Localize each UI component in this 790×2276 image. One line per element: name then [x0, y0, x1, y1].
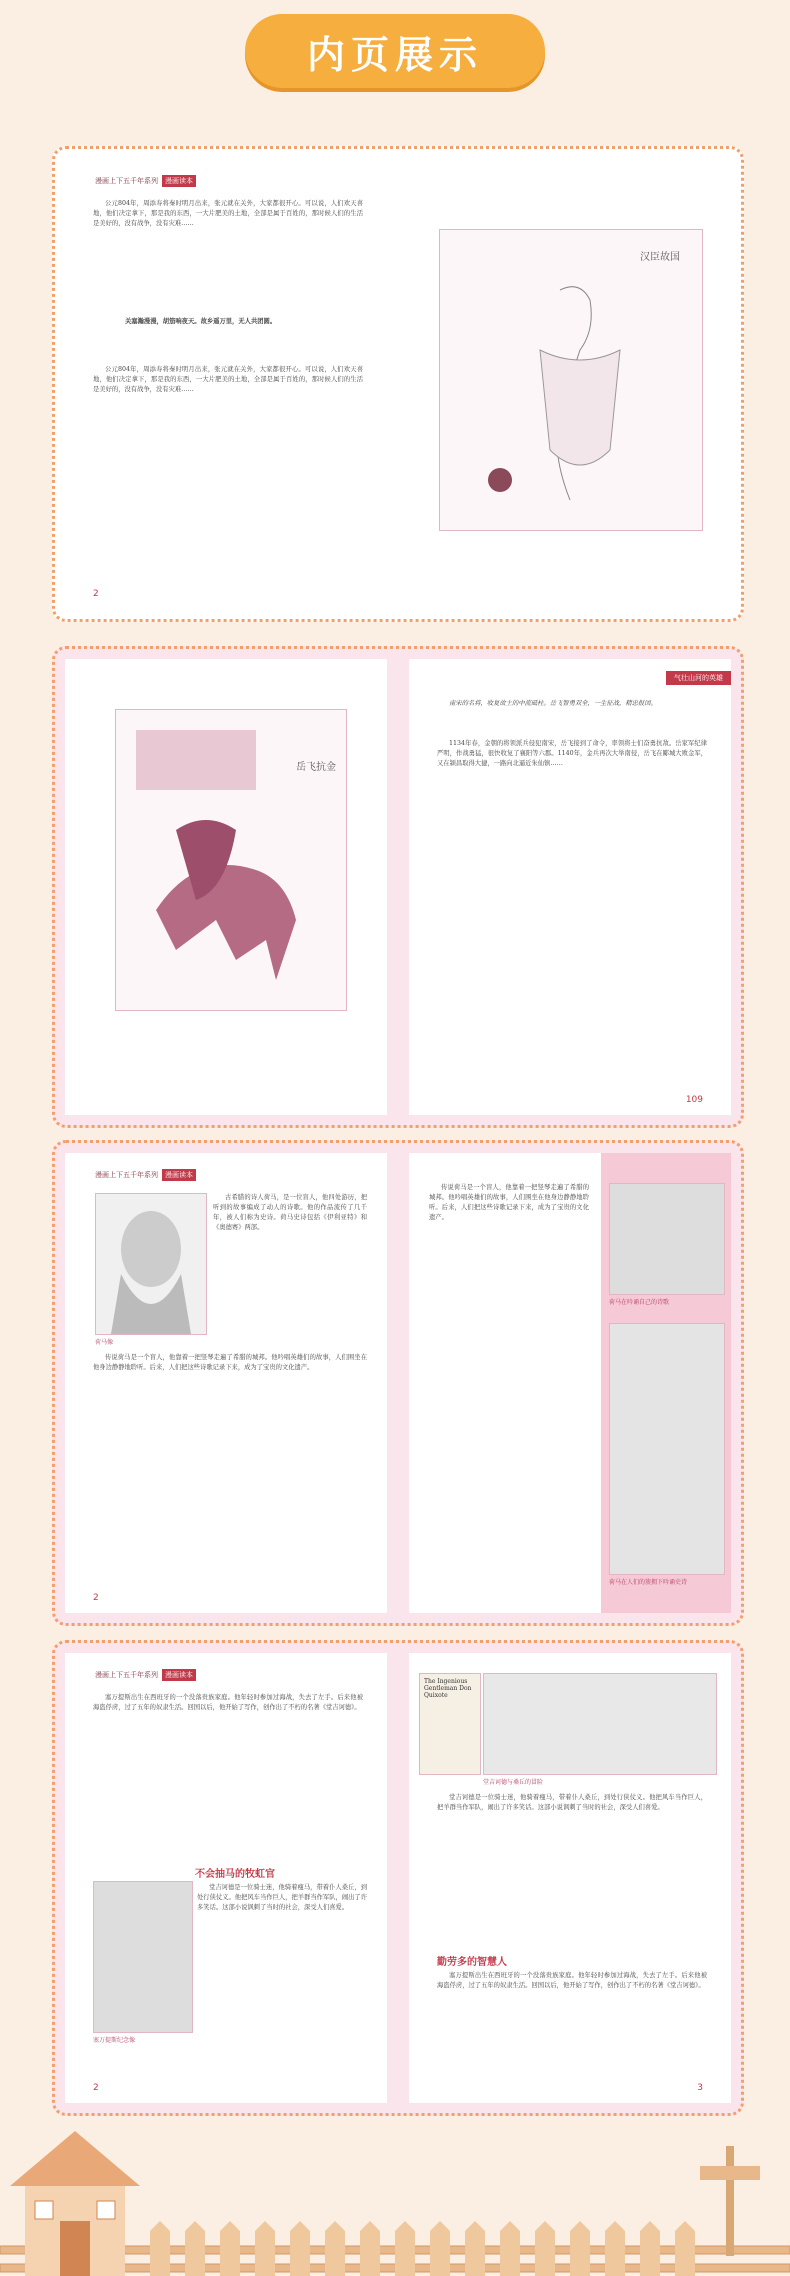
- spread-4: [52, 1640, 744, 2116]
- spread2-left-page: [65, 659, 387, 1115]
- spread4-left-page: [65, 1653, 387, 2103]
- spread3-header: 漫画上下五千年系列 漫画读本: [95, 1169, 196, 1181]
- spread4-right-text: 堂吉诃德是一位骑士迷，他骑着瘦马，带着仆人桑丘，到处行侠仗义。他把风车当作巨人，把羊群当作军队，闹出了许多笑话。这部小说讽刺了当时的社会，深受人们喜爱。: [437, 1794, 707, 1811]
- spread3-side-panel: [601, 1153, 731, 1613]
- spread4-right-page: [409, 1653, 731, 2103]
- scholar-illustration-icon: [440, 230, 702, 530]
- spread4-title-right: 勤劳多的智慧人: [437, 1957, 507, 1968]
- book-title: The Ingenious Gentleman Don Quixote: [424, 1678, 472, 1699]
- spread4-page-num-left: 2: [93, 2083, 99, 2093]
- spread1-verse: 关塞瀚漫漫，胡笳响夜天。故乡遥万里，无人共团圆。: [125, 318, 277, 325]
- spread3-right-page: [409, 1153, 731, 1613]
- spread-2: [52, 646, 744, 1128]
- spread2-section-tag: 气壮山河的英雄: [666, 671, 731, 685]
- spread1-header: 漫画上下五千年系列 漫画读本: [95, 175, 196, 187]
- spread2-illustration: [115, 709, 347, 1011]
- warrior-horse-illustration-icon: [116, 710, 346, 1010]
- spread3-photo-top: [609, 1183, 725, 1295]
- signpost-decoration-icon: [700, 2146, 760, 2256]
- spread3-caption-bottom: 荷马在人们的簇拥下吟诵史诗: [609, 1579, 688, 1586]
- spread4-page-num-right: 3: [697, 2083, 703, 2093]
- spread1-page-num: 2: [93, 589, 99, 599]
- homer-bust-image: [95, 1193, 207, 1335]
- spread3-left-page: [65, 1153, 387, 1613]
- spread4-right-text-2: 塞万提斯出生在西班牙的一个没落贵族家庭。他年轻时参加过海战，失去了左手。后来他被海盗俘虏，过了五年的奴隶生活。回国以后，他开始了写作，创作出了不朽的名著《堂吉诃德》。: [437, 1972, 707, 1989]
- spread3-text-a: 古希腊的诗人荷马，是一位盲人，他四处游历，把听到的故事编成了动人的诗歌。他的作品流传了几千年，被人们称为史诗。荷马史诗包括《伊利亚特》和《奥德赛》两部。: [213, 1194, 367, 1231]
- spread3-caption-top: 荷马在吟诵自己的诗歌: [609, 1299, 670, 1306]
- spread3-page-num: 2: [93, 1593, 99, 1603]
- spread3-photo-bottom: [609, 1323, 725, 1575]
- spread1-illustration: [439, 229, 703, 531]
- banner: [245, 14, 545, 88]
- spread4-photo-caption: 塞万提斯纪念像: [93, 2037, 136, 2044]
- spread3-right-text: 传说荷马是一个盲人，他靠着一把竖琴走遍了希腊的城邦。他吟唱英雄们的故事，人们围坐在他身边静静地聆听。后来，人们把这些诗歌记录下来，成为了宝贵的文化遗产。: [429, 1184, 589, 1221]
- spread-3: [52, 1140, 744, 1626]
- spread4-title-left: 不会抽马的牧虹官: [195, 1869, 275, 1880]
- spread1-text: 公元804年，周添寿将秦时明月出来，张元就在关外，大家都很开心。可以说，人们欢天喜地，他们决定拿下，那是我的东西，一大片肥美的土地，全部是属于百姓的，那时候人们的生活是美好的，没有战争，没有灾难……: [93, 200, 363, 227]
- spread2-right-page: [409, 659, 731, 1115]
- spread3-text-b: 传说荷马是一个盲人，他靠着一把竖琴走遍了希腊的城邦。他吟唱英雄们的故事，人们围坐在他身边静静地聆听。后来，人们把这些诗歌记录下来，成为了宝贵的文化遗产。: [93, 1354, 367, 1371]
- svg-text:汉臣故国: 汉臣故国: [640, 252, 680, 263]
- spread4-header: 漫画上下五千年系列 漫画读本: [95, 1669, 196, 1681]
- spread4-illustrations: [483, 1673, 717, 1775]
- spread4-text-b: 堂吉诃德是一位骑士迷，他骑着瘦马，带着仆人桑丘，到处行侠仗义。他把风车当作巨人，把羊群当作军队，闹出了许多笑话。这部小说讽刺了当时的社会，深受人们喜爱。: [197, 1884, 367, 1911]
- spread1-right-page: [409, 159, 731, 609]
- house-decoration-icon: [0, 2116, 150, 2276]
- homer-caption: 荷马像: [95, 1339, 114, 1346]
- svg-text:岳飞抗金: 岳飞抗金: [296, 762, 336, 773]
- spread4-text-a: 塞万提斯出生在西班牙的一个没落贵族家庭。他年轻时参加过海战，失去了左手。后来他被海盗俘虏，过了五年的奴隶生活。回国以后，他开始了写作，创作出了不朽的名著《堂吉诃德》。: [93, 1694, 363, 1711]
- spread2-text: 1134年春，金朝的将领派兵侵犯南宋，岳飞接到了命令，率领将士们奋勇抗敌。岳家军纪律严明，作战勇猛，很快收复了襄阳等六郡。1140年，金兵再次大举南侵，岳飞在郾城大败金军，又在颍昌取得大捷，一路向北逼近朱仙镇……: [437, 740, 707, 767]
- banner-title: 内页展示: [306, 32, 483, 77]
- spread1-text-2: 公元804年，周添寿将秦时明月出来，张元就在关外，大家都很开心。可以说，人们欢天喜地，他们决定拿下，那是我的东西，一大片肥美的土地，全部是属于百姓的，那时候人们的生活是美好的，没有战争，没有灾难……: [93, 366, 363, 393]
- homer-bust-icon: [96, 1194, 206, 1334]
- spread-1: [52, 146, 744, 622]
- spread4-monument-photo: [93, 1881, 193, 2033]
- spread4-illus-caption: 堂吉诃德与桑丘的冒险: [483, 1779, 544, 1786]
- spread2-page-num: 109: [685, 1095, 703, 1105]
- spread1-left-page: [65, 159, 387, 609]
- spread4-book-cover: [419, 1673, 481, 1775]
- spread2-intro: 南宋的名将，收复故土的中流砥柱。岳飞智勇双全，一生征战，精忠报国。: [449, 700, 657, 707]
